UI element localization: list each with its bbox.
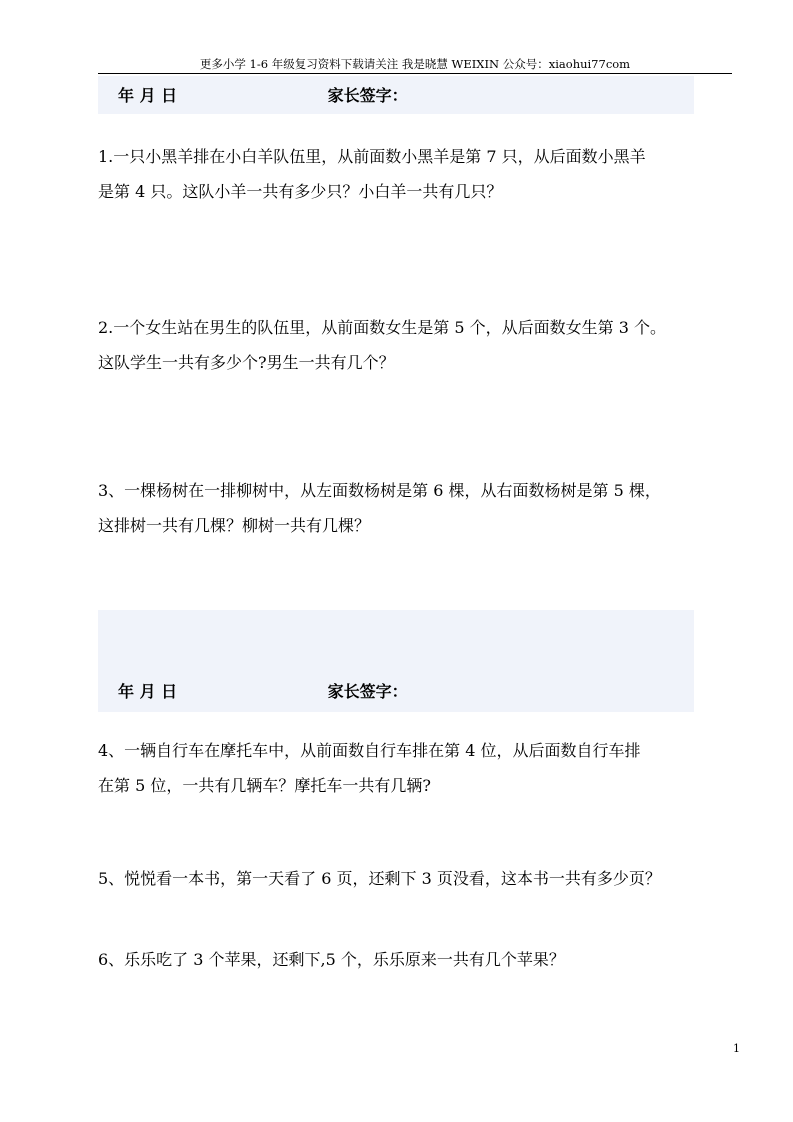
parent-sign-row-2	[118, 682, 408, 702]
parent-signature-label: 家长签字：	[327, 682, 408, 701]
question-3	[98, 473, 738, 543]
page-number: 1	[733, 1042, 740, 1055]
parent-sign-row-1	[118, 86, 408, 106]
question-6	[98, 942, 738, 977]
question-4-line-2: 在第 5 位，一共有几辆车？摩托车一共有几辆?	[98, 776, 431, 795]
page-header-text: 更多小学 1-6 年级复习资料下载请关注 我是晓慧 WEIXIN 公众号：xiaohui77com	[199, 57, 631, 71]
question-3-line-1: 3、一棵杨树在一排柳树中，从左面数杨树是第 6 棵，从右面数杨树是第 5 棵，	[98, 481, 661, 500]
question-2-line-1: 2.一个女生站在男生的队伍里，从前面数女生是第 5 个，从后面数女生第 3 个。	[98, 318, 666, 337]
question-4-line-1: 4、一辆自行车在摩托车中，从前面数自行车排在第 4 位，从后面数自行车排	[98, 741, 641, 760]
question-4	[98, 733, 738, 803]
question-3-line-2: 这排树一共有几棵？柳树一共有几棵？	[98, 516, 371, 535]
question-5-line-1: 5、悦悦看一本书，第一天看了 6 页，还剩下 3 页没看，这本书一共有多少页？	[98, 869, 661, 888]
question-1-line-1: 1.一只小黑羊排在小白羊队伍里，从前面数小黑羊是第 7 只，从后面数小黑羊	[98, 147, 646, 166]
question-5	[98, 861, 738, 896]
question-2-line-2: 这队学生一共有多少个?男生一共有几个？	[98, 353, 395, 372]
question-2	[98, 310, 738, 380]
question-1	[98, 139, 738, 209]
date-label: 年 月 日	[118, 86, 178, 105]
parent-signature-label: 家长签字：	[327, 86, 408, 105]
header-divider	[98, 73, 732, 74]
question-1-line-2: 是第 4 只。这队小羊一共有多少只？小白羊一共有几只？	[98, 182, 503, 201]
question-6-line-1: 6、乐乐吃了 3 个苹果，还剩下,5 个，乐乐原来一共有几个苹果？	[98, 950, 565, 969]
date-label: 年 月 日	[118, 682, 178, 701]
